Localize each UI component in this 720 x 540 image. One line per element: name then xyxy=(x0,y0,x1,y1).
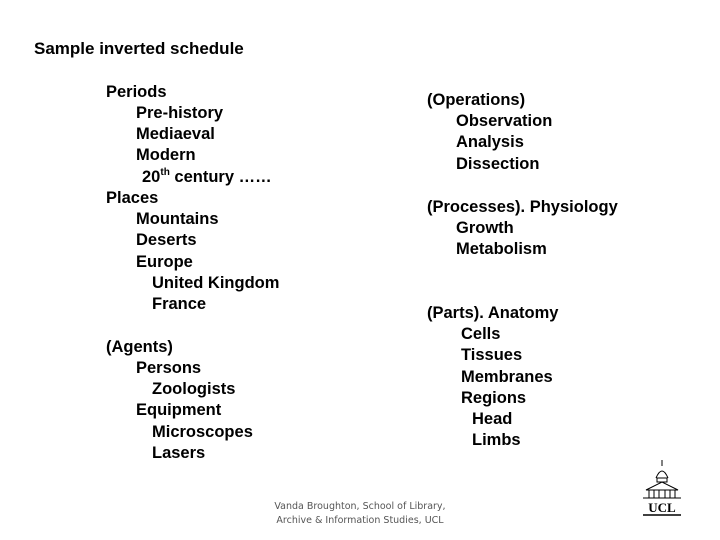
schedule-term: Analysis xyxy=(456,133,524,151)
schedule-term: Head xyxy=(472,410,513,428)
schedule-term: Pre-history xyxy=(136,104,224,122)
schedule-term: Microscopes xyxy=(152,423,253,441)
footer-line-1: Vanda Broughton, School of Library, xyxy=(274,501,446,512)
schedule-term: Zoologists xyxy=(152,380,236,398)
schedule-term: Growth xyxy=(456,219,514,237)
schedule-term: (Operations) xyxy=(427,91,526,109)
schedule-term: Cells xyxy=(461,325,501,343)
schedule-term: Equipment xyxy=(136,401,222,419)
schedule-term: Observation xyxy=(456,112,553,130)
schedule-term: Lasers xyxy=(152,444,206,462)
schedule-term-century: 20th century …… xyxy=(142,167,272,186)
schedule-term: Modern xyxy=(136,146,196,164)
schedule-term: United Kingdom xyxy=(152,274,280,292)
schedule-term: Mountains xyxy=(136,210,219,228)
schedule-term: (Parts). Anatomy xyxy=(427,304,559,322)
schedule-term: Dissection xyxy=(456,155,540,173)
schedule-term: Limbs xyxy=(472,431,521,449)
schedule-term: Tissues xyxy=(461,346,523,364)
schedule-term: Periods xyxy=(106,83,167,101)
schedule-term: (Processes). Physiology xyxy=(427,198,618,216)
schedule-term: Membranes xyxy=(461,368,553,386)
schedule-term: Mediaeval xyxy=(136,125,215,143)
ucl-logo xyxy=(638,458,686,520)
schedule-term: (Agents) xyxy=(106,338,173,356)
schedule-term: Places xyxy=(106,189,159,207)
schedule-term: Metabolism xyxy=(456,240,547,258)
schedule-term: Persons xyxy=(136,359,202,377)
ucl-logo-text: UCL xyxy=(648,500,676,515)
footer-line-2: Archive & Information Studies, UCL xyxy=(276,515,444,526)
schedule-term: Regions xyxy=(461,389,527,407)
slide-title: Sample inverted schedule xyxy=(34,39,244,58)
schedule-term: France xyxy=(152,295,207,313)
schedule-term: Europe xyxy=(136,253,193,271)
schedule-term: Deserts xyxy=(136,231,197,249)
footer-credit xyxy=(240,500,480,528)
